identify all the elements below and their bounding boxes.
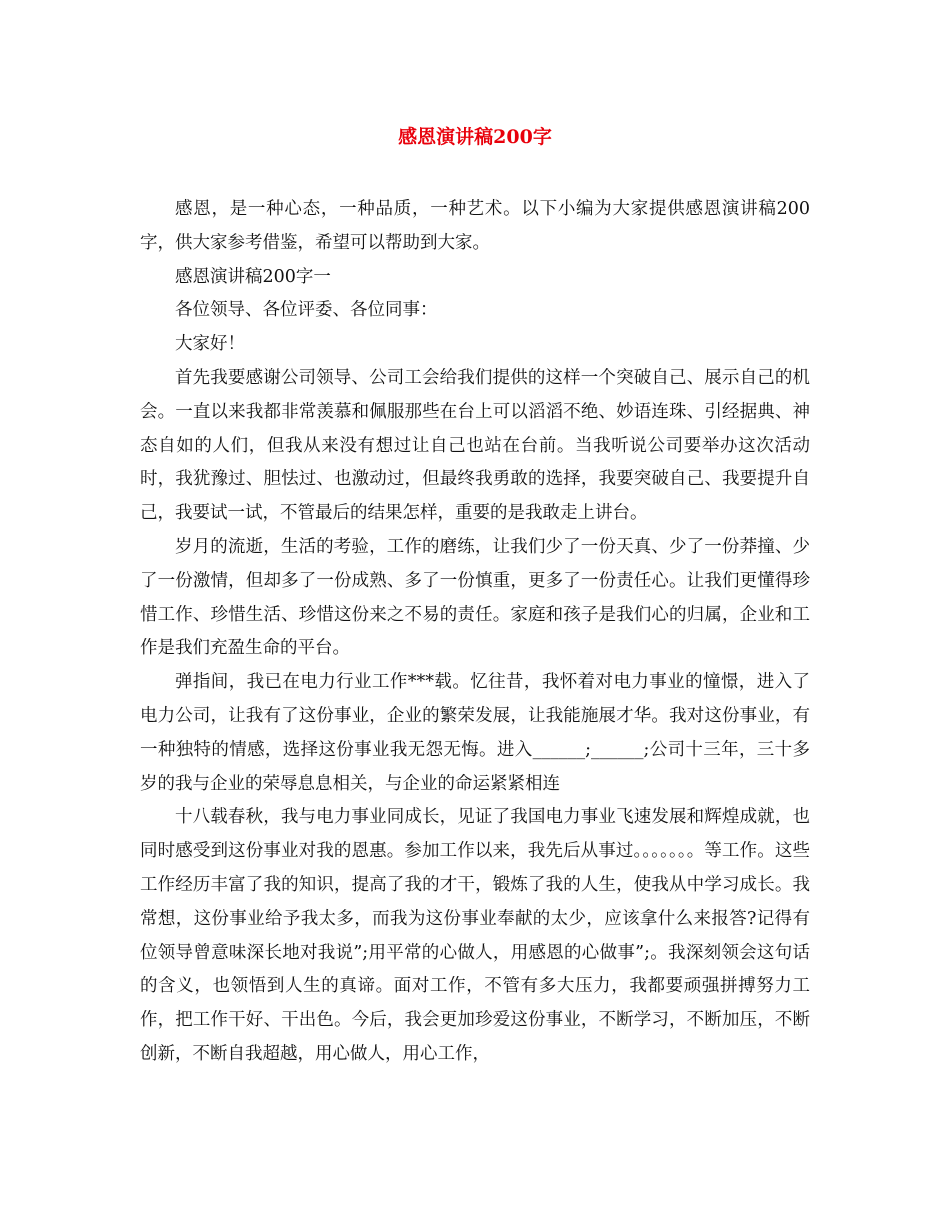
paragraph-body-2: 岁月的流逝，生活的考验，工作的磨练，让我们少了一份天真、少了一份莽撞、少了一份激情，但却多了一份成熟、多了一份慎重，更多了一份责任心。让我们更懂得珍惜工作、珍惜生活、珍惜这份来之不易的责任。家庭和孩子是我们心的归属，企业和工作是我们充盈生命的平台。 (140, 536, 810, 659)
paragraph-intro: 感恩，是一种心态，一种品质，一种艺术。以下小编为大家提供感恩演讲稿200字，供大家参考借鉴，希望可以帮助到大家。 (140, 199, 810, 253)
document-body (140, 193, 810, 1072)
paragraph-greeting: 大家好！ (175, 334, 245, 355)
paragraph-salutation: 各位领导、各位评委、各位同事： (175, 300, 438, 321)
document-title: 感恩演讲稿200字 (398, 126, 552, 148)
paragraph-body-3: 弹指间，我已在电力行业工作***载。忆往昔，我怀着对电力事业的憧憬，进入了电力公司，让我有了这份事业，企业的繁荣发展，让我能施展才华。我对这份事业，有一种独特的情感，选择这份事业我无怨无悔。进入______;______;公司十三年，三十多岁的我与企业的荣辱息息相关，与企业的命运紧紧相连 (140, 672, 810, 794)
paragraph-body-1: 首先我要感谢公司领导、公司工会给我们提供的这样一个突破自己、展示自己的机会。一直以来我都非常羡慕和佩服那些在台上可以滔滔不绝、妙语连珠、引经据典、神态自如的人们，但我从来没有想过让自己也站在台前。当我听说公司要举办这次活动时，我犹豫过、胆怯过、也激动过，但最终我勇敢的选择，我要突破自己、我要提升自己，我要试一试，不管最后的结果怎样，重要的是我敢走上讲台。 (140, 367, 810, 524)
paragraph-body-4: 十八载春秋，我与电力事业同成长，见证了我国电力事业飞速发展和辉煌成就，也同时感受到这份事业对我的恩惠。参加工作以来，我先后从事过。。。。。。。等工作。这些工作经历丰富了我的知识，提高了我的才干，锻炼了我的人生，使我从中学习成长。我常想，这份事业给予我太多，而我为这份事业奉献的太少，应该拿什么来报答?记得有位领导曾意味深长地对我说”;用平常的心做人，用感恩的心做事”;。我深刻领会这句话的含义，也领悟到人生的真谛。面对工作，不管有多大压力，我都要顽强拼搏努力工作，把工作干好、干出色。今后，我会更加珍爱这份事业，不断学习，不断加压，不断创新，不断自我超越，用心做人，用心工作， (140, 807, 810, 1064)
paragraph-subtitle: 感恩演讲稿200字一 (175, 266, 331, 287)
